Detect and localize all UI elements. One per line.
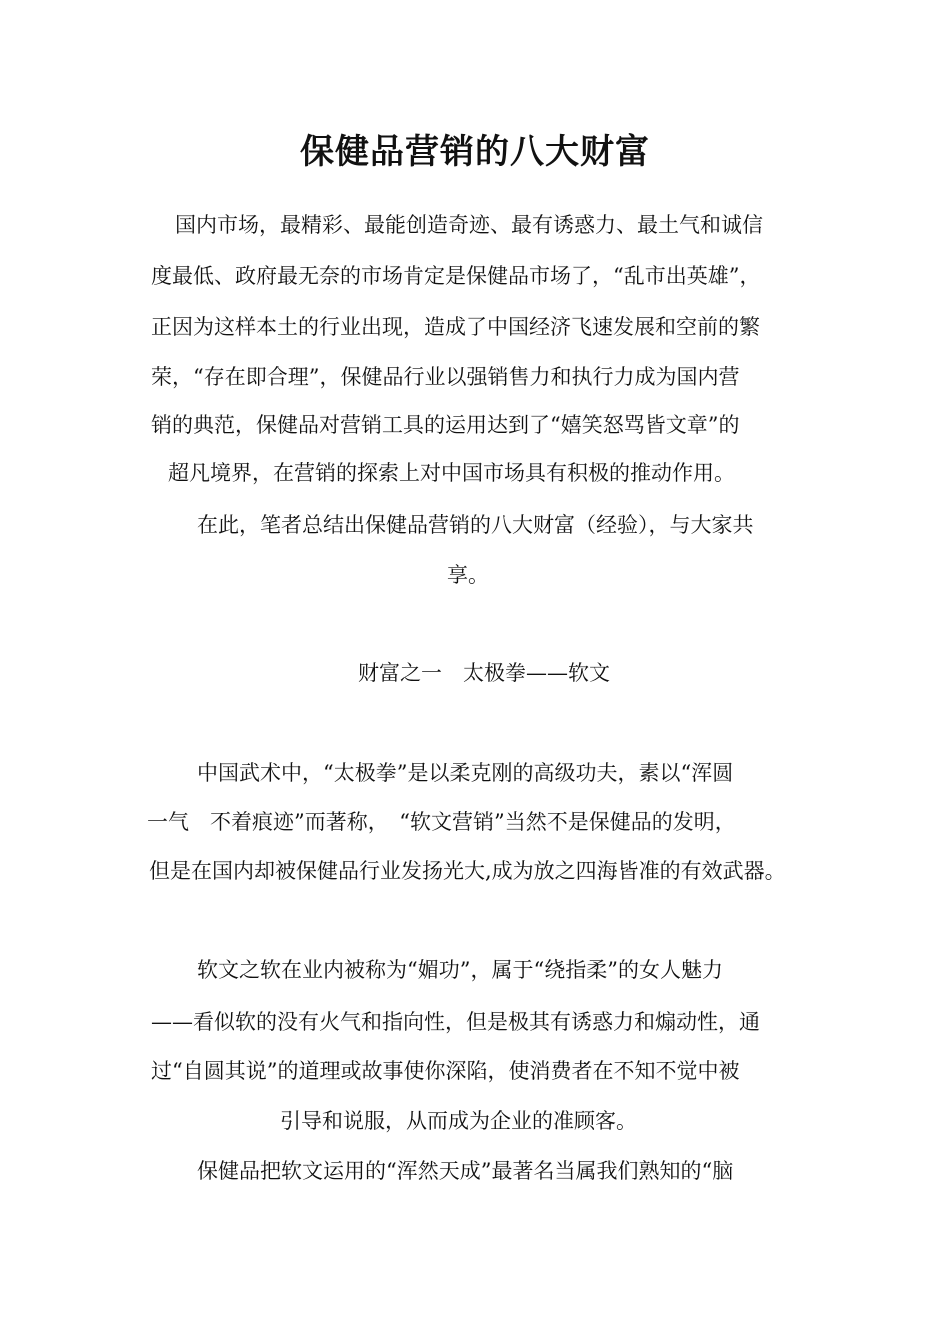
body-line-16: 保健品把软文运用的“浑然天成”最著名当属我们熟知的“脑 <box>197 1159 734 1183</box>
body-line-11: 但是在国内却被保健品行业发扬光大,成为放之四海皆准的有效武器。 <box>149 859 786 883</box>
document-title: 保健品营销的八大财富 <box>300 132 650 172</box>
body-line-14: 过“自圆其说”的道理或故事使你深陷，使消费者在不知不觉中被 <box>151 1059 740 1083</box>
body-line-7: 在此，笔者总结出保健品营销的八大财富（经验），与大家共 <box>197 513 754 537</box>
body-line-9: 中国武术中，“太极拳”是以柔克刚的高级功夫，素以“浑圆 <box>197 761 734 785</box>
body-line-13: ——看似软的没有火气和指向性，但是极其有诱惑力和煽动性，通 <box>151 1010 760 1034</box>
body-line-1: 国内市场，最精彩、最能创造奇迹、最有诱惑力、最土气和诚信 <box>175 213 763 237</box>
section-heading: 财富之一 太极拳——软文 <box>358 661 610 685</box>
body-line-15: 引导和说服，从而成为企业的准顾客。 <box>280 1109 637 1133</box>
body-line-10: 一气 不着痕迹”而著称， “软文营销”当然不是保健品的发明， <box>147 810 736 834</box>
body-line-2: 度最低、政府最无奈的市场肯定是保健品市场了，“乱市出英雄”， <box>151 264 761 288</box>
body-line-12: 软文之软在业内被称为“媚功”，属于“绕指柔”的女人魅力 <box>197 958 723 982</box>
body-line-4: 荣，“存在即合理”，保健品行业以强销售力和执行力成为国内营 <box>151 365 740 389</box>
body-line-3: 正因为这样本土的行业出现，造成了中国经济飞速发展和空前的繁 <box>151 315 760 339</box>
body-line-8: 享。 <box>447 563 489 587</box>
body-line-5: 销的典范，保健品对营销工具的运用达到了“嬉笑怒骂皆文章”的 <box>151 413 740 437</box>
body-line-6: 超凡境界，在营销的探索上对中国市场具有积极的推动作用。 <box>168 461 735 485</box>
